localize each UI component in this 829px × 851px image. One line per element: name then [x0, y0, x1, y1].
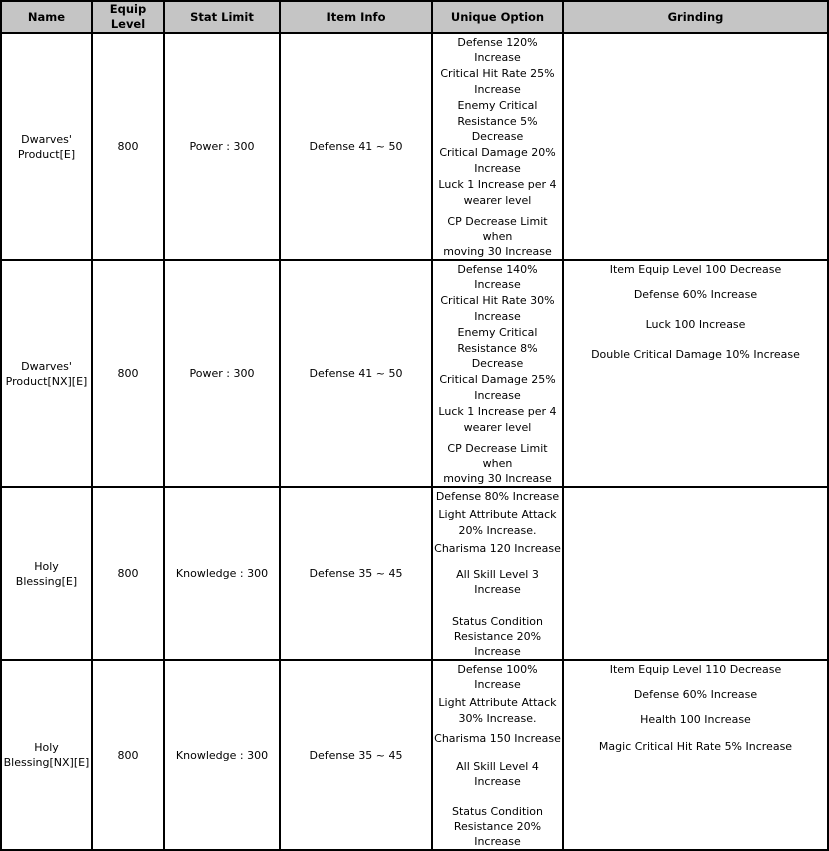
item-info-cell: Defense 35 ~ 45 — [280, 660, 432, 850]
grinding-line: Defense 60% Increase — [633, 288, 758, 301]
grinding-line: Luck 100 Increase — [645, 318, 746, 331]
unique-option-line: CP Decrease Limit when — [447, 442, 548, 470]
header-grinding: Grinding — [563, 1, 828, 33]
item-name-cell — [1, 260, 92, 487]
grinding-line: Magic Critical Hit Rate 5% Increase — [598, 740, 793, 753]
unique-option-line: Increase — [474, 389, 521, 402]
header-unique-option: Unique Option — [432, 1, 563, 33]
unique-option-line: moving 30 Increase — [443, 472, 552, 485]
unique-option-line: Resistance 20% Increase — [453, 820, 542, 848]
unique-option-cell — [432, 33, 563, 260]
item-info-cell: Defense 35 ~ 45 — [280, 487, 432, 660]
unique-option-line: moving 30 Increase — [443, 245, 552, 258]
table-row — [1, 260, 828, 487]
unique-option-line: All Skill Level 3 Increase — [456, 568, 539, 596]
grinding-line: Item Equip Level 100 Decrease — [609, 263, 782, 276]
unique-option-line: Resistance 8% Decrease — [457, 342, 538, 370]
item-name-cell — [1, 660, 92, 850]
grinding-line: Item Equip Level 110 Decrease — [609, 663, 782, 676]
unique-option-line: Status Condition — [451, 805, 544, 818]
item-name-line: Blessing[NX][E] — [3, 756, 90, 769]
header-stat-limit: Stat Limit — [164, 1, 280, 33]
equip-level-cell: 800 — [92, 487, 164, 660]
unique-option-line: Enemy Critical — [457, 326, 538, 339]
unique-option-line: Increase — [474, 310, 521, 323]
table-row — [1, 660, 828, 850]
item-name-line: Product[E] — [17, 147, 76, 161]
unique-option-cell — [432, 487, 563, 660]
equip-level-cell: 800 — [92, 33, 164, 260]
unique-option-line: 30% Increase. — [458, 712, 537, 725]
grinding-cell — [563, 487, 828, 660]
item-name-line: Product[NX][E] — [5, 374, 88, 388]
unique-option-line: Defense 120% Increase — [457, 36, 538, 64]
unique-option-line: 20% Increase. — [458, 524, 537, 537]
grinding-cell — [563, 33, 828, 260]
header-equip-level: Equip Level — [92, 1, 164, 33]
grinding-line: Health 100 Increase — [640, 713, 751, 726]
unique-option-line: Luck 1 Increase per 4 — [438, 405, 557, 418]
item-name-cell — [1, 33, 92, 260]
table-row — [1, 33, 828, 260]
unique-option-line: wearer level — [463, 194, 532, 207]
unique-option-line: Light Attribute Attack — [438, 696, 557, 709]
unique-option-line: Defense 100% Increase — [457, 663, 538, 691]
stat-limit-cell: Power : 300 — [164, 33, 280, 260]
header-item-info: Item Info — [280, 1, 432, 33]
unique-option-line: Defense 80% Increase — [435, 490, 560, 503]
grinding-cell — [563, 260, 828, 487]
stat-limit-cell: Power : 300 — [164, 260, 280, 487]
unique-option-line: Critical Damage 20% — [439, 146, 556, 159]
equip-level-cell: 800 — [92, 660, 164, 850]
unique-option-line: Charisma 120 Increase — [434, 542, 561, 555]
item-name-cell — [1, 487, 92, 660]
item-info-cell: Defense 41 ~ 50 — [280, 260, 432, 487]
item-name-line: Holy — [34, 741, 59, 754]
item-name-line: Holy Blessing[E] — [15, 559, 78, 588]
unique-option-line: Increase — [474, 83, 521, 96]
stat-limit-cell: Knowledge : 300 — [164, 660, 280, 850]
grinding-cell — [563, 660, 828, 850]
header-row — [1, 1, 828, 33]
unique-option-line: Resistance 5% Decrease — [457, 115, 538, 143]
unique-option-line: Status Condition — [451, 615, 544, 628]
unique-option-line: Defense 140% Increase — [457, 263, 538, 291]
unique-option-line: Enemy Critical — [457, 99, 538, 112]
unique-option-line: Increase — [474, 162, 521, 175]
unique-option-cell — [432, 660, 563, 850]
unique-option-line: CP Decrease Limit when — [447, 215, 548, 243]
unique-option-line: wearer level — [463, 421, 532, 434]
item-info-cell: Defense 41 ~ 50 — [280, 33, 432, 260]
unique-option-line: Luck 1 Increase per 4 — [438, 178, 557, 191]
unique-option-line: Critical Hit Rate 30% — [440, 294, 555, 307]
item-name-line: Dwarves' — [21, 359, 72, 373]
unique-option-line: Critical Hit Rate 25% — [440, 67, 555, 80]
table-row — [1, 487, 828, 660]
grinding-line: Defense 60% Increase — [633, 688, 758, 701]
unique-option-line: All Skill Level 4 Increase — [456, 760, 539, 788]
grinding-line: Double Critical Damage 10% Increase — [591, 348, 800, 361]
equip-level-cell: 800 — [92, 260, 164, 487]
item-name-line: Dwarves' — [21, 132, 72, 146]
unique-option-line: Charisma 150 Increase — [434, 732, 561, 745]
unique-option-line: Light Attribute Attack — [438, 508, 557, 521]
header-name: Name — [1, 1, 92, 33]
stat-limit-cell: Knowledge : 300 — [164, 487, 280, 660]
unique-option-line: Resistance 20% Increase — [453, 630, 542, 658]
unique-option-line: Critical Damage 25% — [439, 373, 556, 386]
unique-option-cell — [432, 260, 563, 487]
